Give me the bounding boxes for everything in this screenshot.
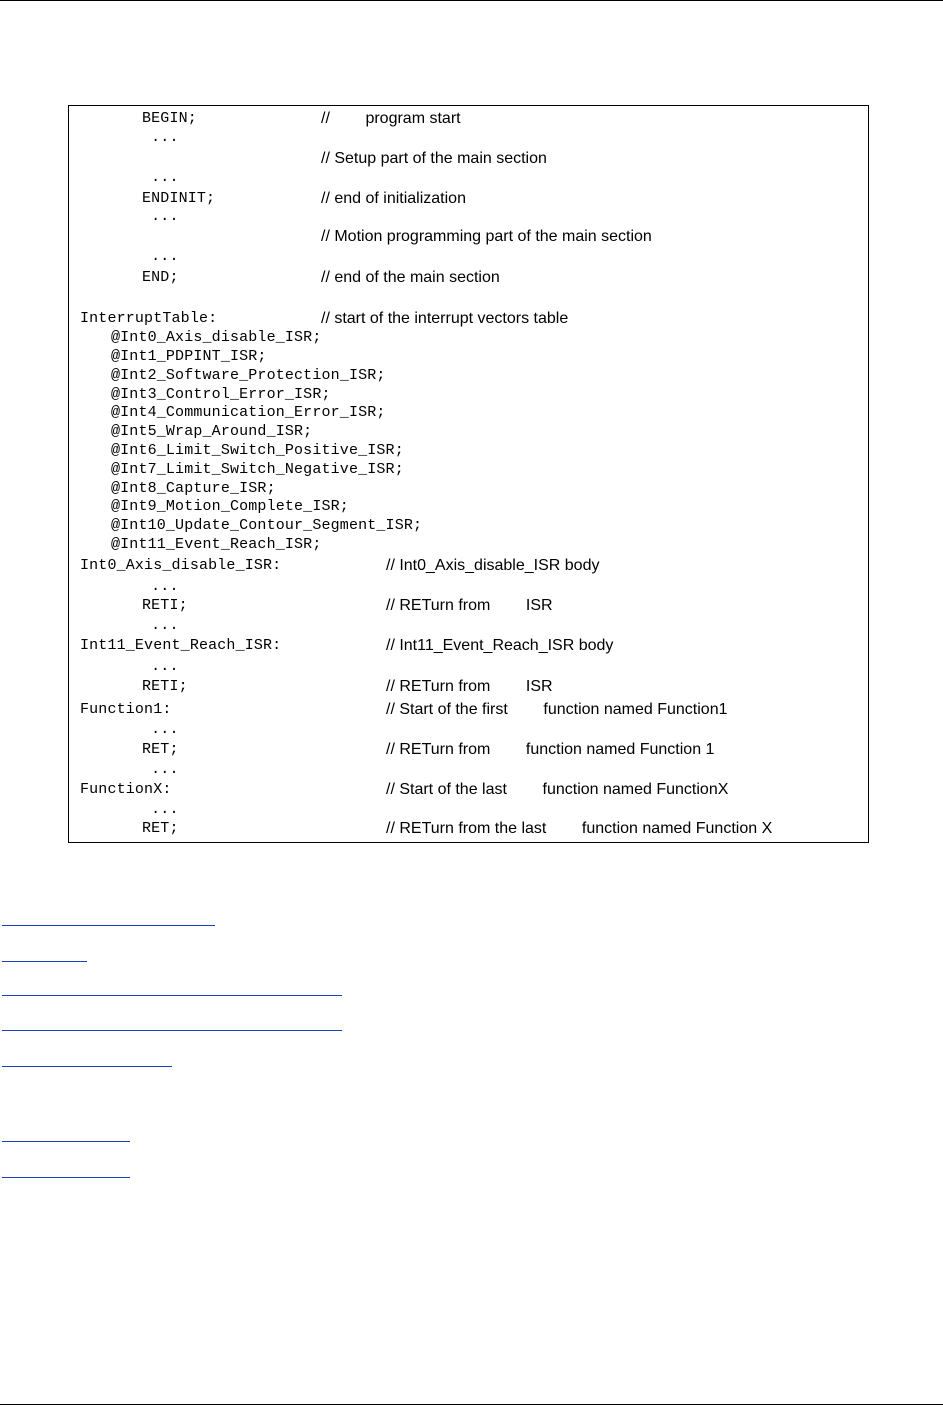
- code-line: [69, 366, 868, 386]
- code-text: ...: [142, 169, 179, 186]
- code-comment: // end of initialization: [321, 190, 466, 207]
- code-text: @Int11_Event_Reach_ISR;: [111, 536, 322, 553]
- code-text: END;: [142, 269, 179, 286]
- page-top-rule: [0, 0, 943, 1]
- code-text: @Int7_Limit_Switch_Negative_ISR;: [111, 461, 404, 478]
- link-underline[interactable]: [2, 925, 215, 926]
- code-line: [69, 556, 868, 576]
- code-line: [69, 168, 868, 188]
- code-comment: // Start of the last function named FunctionX: [386, 781, 729, 798]
- code-line: [69, 577, 868, 597]
- code-text: Int0_Axis_disable_ISR:: [80, 557, 282, 574]
- page-bottom-rule: [0, 1404, 943, 1405]
- code-comment: // Int11_Event_Reach_ISR body: [386, 637, 614, 654]
- code-line: [69, 347, 868, 367]
- code-text: ...: [142, 617, 179, 634]
- code-comment: // RETurn from function named Function 1: [386, 741, 715, 758]
- code-line: [69, 328, 868, 348]
- code-text: @Int2_Software_Protection_ISR;: [111, 367, 386, 384]
- code-text: ...: [142, 658, 179, 675]
- code-text: ...: [142, 721, 179, 738]
- code-text: @Int6_Limit_Switch_Positive_ISR;: [111, 442, 404, 459]
- code-text: @Int4_Communication_Error_ISR;: [111, 404, 386, 421]
- link-underline[interactable]: [2, 1066, 172, 1067]
- code-text: ...: [142, 208, 179, 225]
- code-line: [69, 247, 868, 267]
- code-line: [69, 677, 868, 697]
- link-underline[interactable]: [2, 1177, 130, 1178]
- code-text: @Int3_Control_Error_ISR;: [111, 386, 331, 403]
- code-text: InterruptTable:: [80, 310, 218, 327]
- code-text: RET;: [142, 820, 179, 837]
- link-underline[interactable]: [2, 995, 342, 996]
- code-text: @Int9_Motion_Complete_ISR;: [111, 498, 349, 515]
- code-line: [69, 207, 868, 227]
- code-line: [69, 700, 868, 720]
- code-comment: // program start: [321, 110, 461, 127]
- code-text: RETI;: [142, 597, 188, 614]
- code-line: [69, 403, 868, 423]
- code-text: RET;: [142, 741, 179, 758]
- code-line: [69, 780, 868, 800]
- code-comment: // Setup part of the main section: [321, 150, 547, 167]
- link-underline[interactable]: [2, 961, 87, 962]
- code-text: ...: [142, 129, 179, 146]
- code-line: [69, 740, 868, 760]
- code-text: ...: [142, 761, 179, 778]
- code-line: [69, 309, 868, 329]
- code-line: [69, 268, 868, 288]
- code-listing-figure: [68, 105, 869, 843]
- code-line: [69, 596, 868, 616]
- code-text: RETI;: [142, 678, 188, 695]
- code-line: [69, 535, 868, 555]
- code-text: Function1:: [80, 701, 172, 718]
- code-line: [69, 385, 868, 405]
- code-line: [69, 819, 868, 839]
- code-line: [69, 128, 868, 148]
- code-line: [69, 800, 868, 820]
- code-comment: // RETurn from ISR: [386, 678, 553, 695]
- link-underline[interactable]: [2, 1141, 130, 1142]
- code-text: FunctionX:: [80, 781, 172, 798]
- code-text: Int11_Event_Reach_ISR:: [80, 637, 282, 654]
- code-text: @Int8_Capture_ISR;: [111, 480, 276, 497]
- code-comment: // end of the main section: [321, 269, 500, 286]
- code-line: [69, 289, 868, 309]
- code-text: ...: [142, 801, 179, 818]
- code-text: ENDINIT;: [142, 190, 216, 207]
- code-line: [69, 422, 868, 442]
- code-text: @Int5_Wrap_Around_ISR;: [111, 423, 313, 440]
- code-text: ...: [142, 248, 179, 265]
- code-line: [69, 720, 868, 740]
- code-text: ...: [142, 578, 179, 595]
- code-text: BEGIN;: [142, 110, 197, 127]
- code-text: @Int0_Axis_disable_ISR;: [111, 329, 322, 346]
- code-line: [69, 636, 868, 656]
- code-line: [69, 109, 868, 129]
- code-line: [69, 497, 868, 517]
- code-comment: // Motion programming part of the main section: [321, 228, 652, 245]
- code-comment: // RETurn from ISR: [386, 597, 553, 614]
- link-underline[interactable]: [2, 1030, 342, 1031]
- code-comment: // RETurn from the last function named Function X: [386, 820, 773, 837]
- code-comment: // Int0_Axis_disable_ISR body: [386, 557, 600, 574]
- code-text: @Int1_PDPINT_ISR;: [111, 348, 267, 365]
- code-line: [69, 227, 868, 247]
- code-line: [69, 441, 868, 461]
- code-comment: // Start of the first function named Function1: [386, 701, 728, 718]
- code-line: [69, 189, 868, 209]
- code-comment: // start of the interrupt vectors table: [321, 310, 569, 327]
- code-line: [69, 657, 868, 677]
- code-text: @Int10_Update_Contour_Segment_ISR;: [111, 517, 423, 534]
- code-line: [69, 760, 868, 780]
- code-line: [69, 516, 868, 536]
- code-line: [69, 479, 868, 499]
- code-line: [69, 616, 868, 636]
- code-line: [69, 460, 868, 480]
- code-line: [69, 149, 868, 169]
